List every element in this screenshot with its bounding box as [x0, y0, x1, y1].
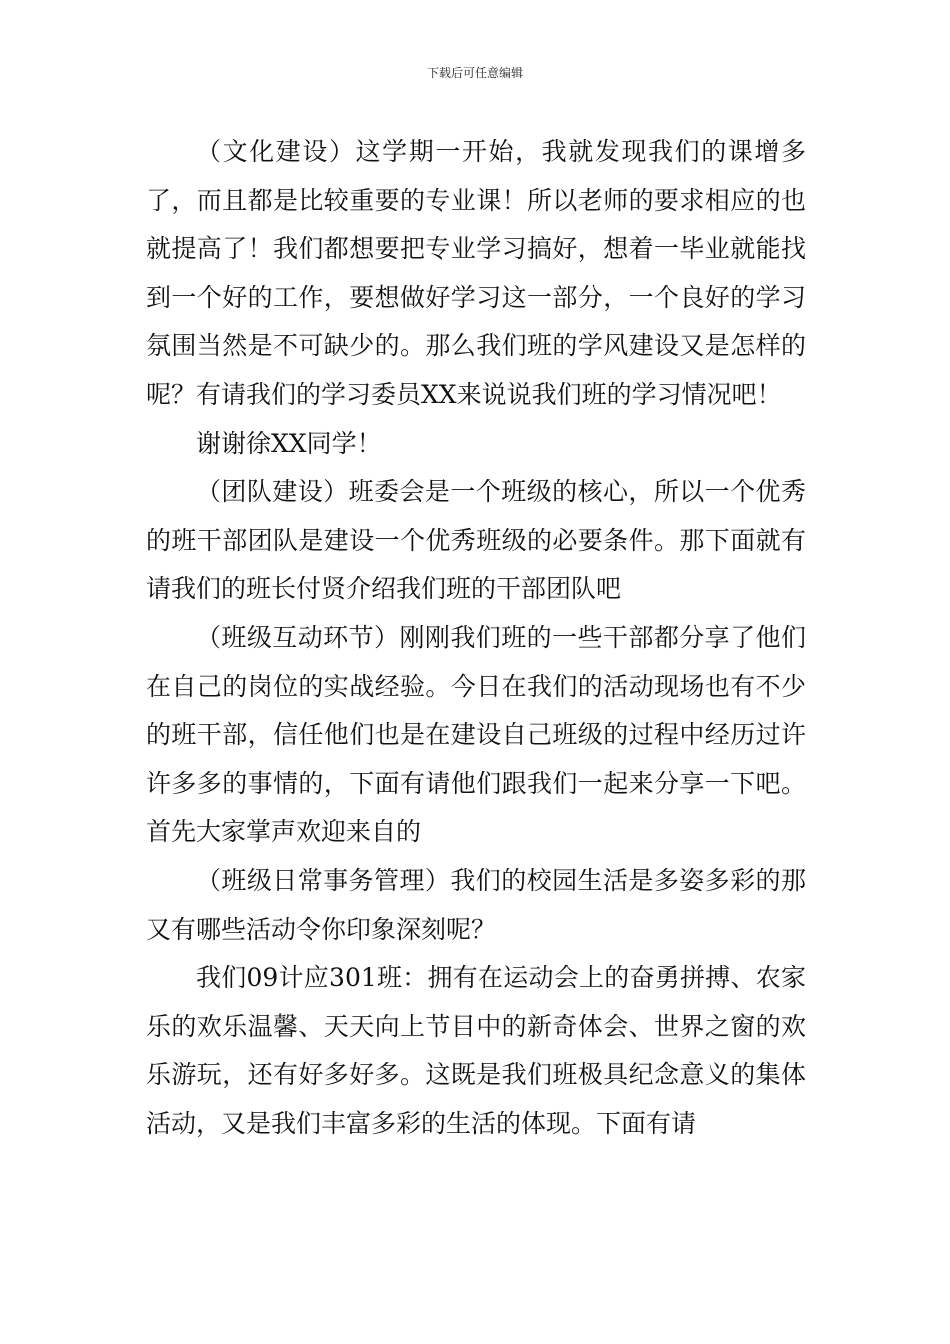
page-header-note: 下载后可任意编辑	[426, 66, 523, 80]
paragraph-daily-affairs: （班级日常事务管理）我们的校园生活是多姿多彩的那又有哪些活动令你印象深刻呢？	[146, 865, 806, 944]
paragraph-thanks: 谢谢徐XX同学！	[196, 428, 382, 458]
document-body	[146, 128, 806, 1148]
paragraph-class-activities: 我们09计应301班：拥有在运动会上的奋勇拼搏、农家乐的欢乐温馨、天天向上节目中的新奇体会、世界之窗的欢乐游玩，还有好多好多。这既是我们班极具纪念意义的集体活动，又是我们丰富多彩的生活的体现。下面有请	[146, 963, 806, 1138]
paragraph-class-interaction: （班级互动环节）刚刚我们班的一些干部都分享了他们在自己的岗位的实战经验。今日在我们的活动现场也有不少的班干部，信任他们也是在建设自己班级的过程中经历过许许多多的事情的，下面有请他们跟我们一起来分享一下吧。首先大家掌声欢迎来自的	[146, 622, 806, 847]
paragraph-team-building: （团队建设）班委会是一个班级的核心，所以一个优秀的班干部团队是建设一个优秀班级的必要条件。那下面就有请我们的班长付贤介绍我们班的干部团队吧	[146, 477, 806, 604]
paragraph-culture-building: （文化建设）这学期一开始，我就发现我们的课增多了，而且都是比较重要的专业课！所以老师的要求相应的也就提高了！我们都想要把专业学习搞好，想着一毕业就能找到一个好的工作，要想做好学习这一部分，一个良好的学习氛围当然是不可缺少的。那么我们班的学风建设又是怎样的呢？有请我们的学习委员XX来说说我们班的学习情况吧！	[146, 137, 806, 409]
